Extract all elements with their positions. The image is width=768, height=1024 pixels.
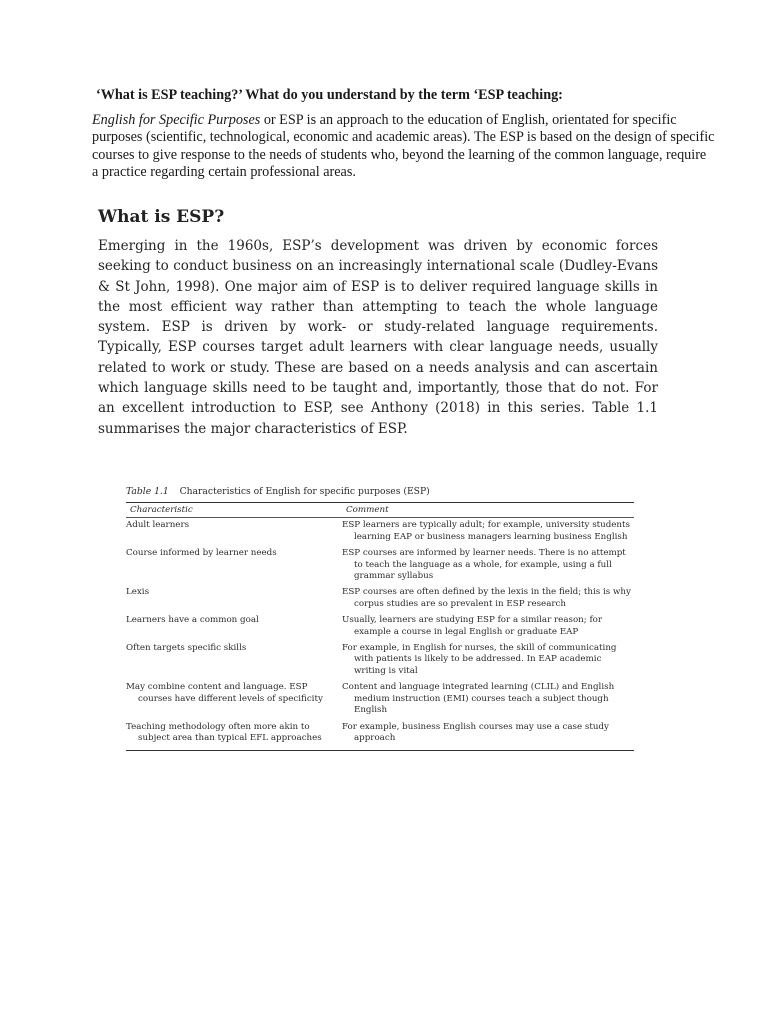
row-comment: For example, business English courses may use a case study approach xyxy=(342,720,634,751)
row-comment: ESP courses are informed by learner needs. There is no attempt to teach the language as a whole, for example, using a full grammar syllabus xyxy=(342,548,626,582)
section-body: Emerging in the 1960s, ESP’s development was driven by economic forces seeking to conduct business on an increasingly international scale (Dudley-Evans & St John, 1998). One major aim of ESP is to deliver required language skills in the most efficient way rather than attempting to teach the whole language system. ESP is driven by work- or study-related language requirements. Typically, ESP courses target adult learners with clear language needs, usually related to work or study. These are based on a needs analysis and can ascertain which language skills need to be taught and, importantly, those that do not. For an excellent introduction to ESP, see Anthony (2018) in this series. Table 1.1 summarises the major characteristics of ESP. xyxy=(98,238,658,437)
row-comment: ESP courses are often defined by the lexis in the field; this is why corpus studies are so prevalent in ESP research xyxy=(342,587,631,609)
table-header-row xyxy=(126,503,634,518)
row-comment: Content and language integrated learning (CLIL) and English medium instruction (EMI) courses teach a subject though English xyxy=(342,682,615,716)
intro-italic-term: English for Specific Purposes xyxy=(92,112,261,128)
row-comment: For example, in English for nurses, the skill of communicating with patients is likely to be addressed. In EAP academic writing is vital xyxy=(342,643,617,676)
row-characteristic: May combine content and language. ESP courses have different levels of specificity xyxy=(126,682,323,704)
intro-paragraph xyxy=(92,112,716,182)
row-characteristic: Course informed by learner needs xyxy=(126,548,277,559)
row-characteristic: Adult learners xyxy=(126,520,190,531)
table-caption-number: Table 1.1 xyxy=(126,486,169,497)
table-row xyxy=(126,720,634,751)
table-row xyxy=(126,613,634,641)
row-characteristic: Learners have a common goal xyxy=(126,615,259,626)
table-row xyxy=(126,585,634,613)
characteristics-table xyxy=(126,502,634,751)
question-heading: ‘What is ESP teaching?’ What do you understand by the term ‘ESP teaching: xyxy=(96,87,563,103)
row-characteristic: Often targets specific skills xyxy=(126,643,247,654)
table-row xyxy=(126,680,634,719)
row-characteristic: Teaching methodology often more akin to subject area than typical EFL approaches xyxy=(126,720,342,751)
table-caption xyxy=(126,486,634,497)
section-title: What is ESP? xyxy=(98,207,225,227)
header-comment: Comment xyxy=(342,503,634,518)
table-caption-title: Characteristics of English for specific purposes (ESP) xyxy=(179,486,430,497)
row-characteristic: Lexis xyxy=(126,587,150,598)
intro-text: or ESP is an approach to the education of English, orientated for specific purposes (scientific, technological, economic and academic areas). The ESP is based on the design of specific courses to give response to the needs of students who, beyond the learning of the common language, require a practice regarding certain professional areas. xyxy=(92,112,715,181)
table-row xyxy=(126,546,634,585)
row-comment: ESP learners are typically adult; for example, university students learning EAP or business managers learning business English xyxy=(342,520,630,542)
table-row xyxy=(126,518,634,546)
row-comment: Usually, learners are studying ESP for a similar reason; for example a course in legal English or graduate EAP xyxy=(342,615,603,637)
header-characteristic: Characteristic xyxy=(126,503,342,518)
characteristics-table-figure xyxy=(126,486,634,751)
table-row xyxy=(126,641,634,680)
